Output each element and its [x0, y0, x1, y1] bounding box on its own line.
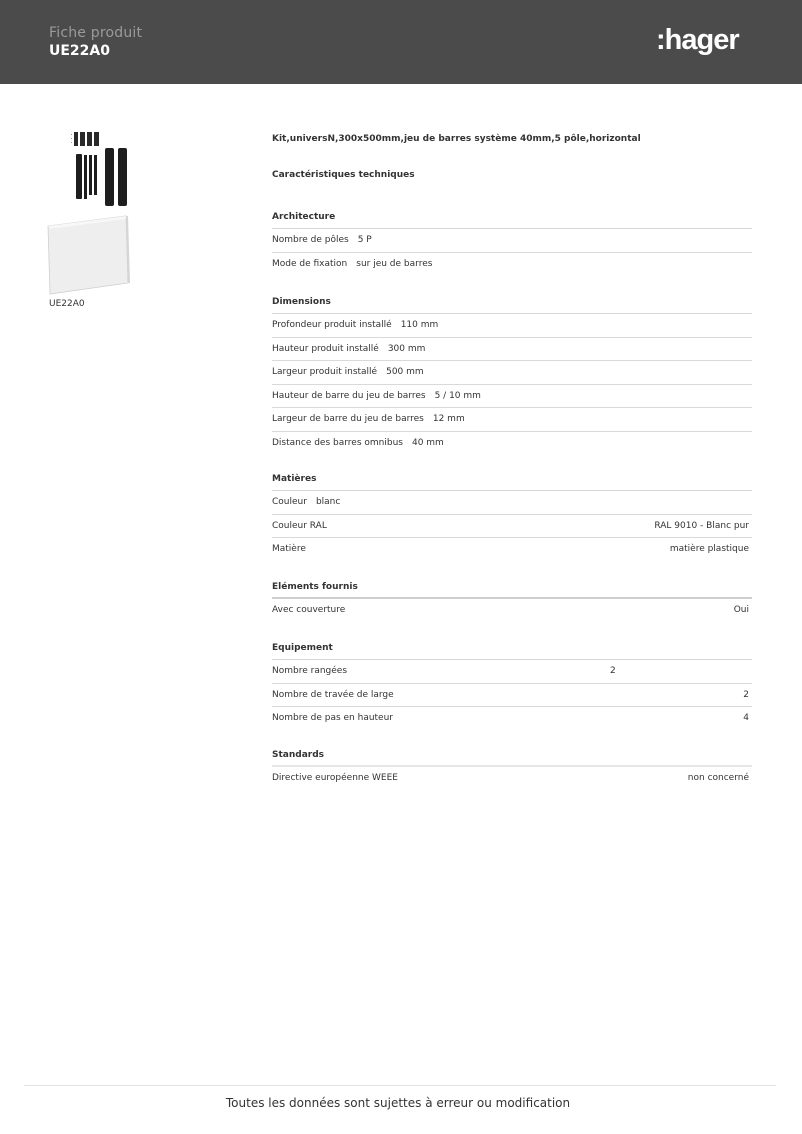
spec-row: [272, 385, 752, 409]
spec-label: Hauteur produit installé: [272, 343, 379, 354]
spec-label: Nombre rangées: [272, 666, 348, 676]
spec-row: [272, 515, 752, 539]
spec-value: blanc: [315, 497, 341, 507]
spec-row: [272, 491, 752, 515]
spec-label: Matière: [272, 544, 306, 554]
spec-row: [272, 253, 752, 277]
spec-row: [272, 707, 752, 731]
technical-characteristics-heading: Caractéristiques techniques: [272, 170, 415, 180]
spec-value: matière plastique: [669, 544, 749, 554]
spec-value: 110 mm: [400, 320, 439, 330]
product-code-title: UE22A0: [49, 43, 110, 59]
spec-label: Nombre de pôles: [272, 235, 349, 245]
hager-logo: :hager: [656, 24, 739, 56]
spec-label: Couleur RAL: [272, 520, 327, 531]
spec-row: [272, 660, 752, 684]
spec-label: Couleur: [272, 497, 307, 507]
spec-row: [272, 767, 752, 791]
image-caption: UE22A0: [49, 299, 85, 309]
spec-row: [272, 599, 752, 623]
section-title: Matières: [272, 467, 752, 491]
spec-label: Profondeur produit installé: [272, 320, 392, 330]
header-subtitle: Fiche produit: [49, 25, 143, 41]
section-title: Eléments fournis: [272, 575, 752, 599]
section-equipment: [272, 636, 752, 731]
spec-row: [272, 338, 752, 362]
spec-label: Directive européenne WEEE: [272, 773, 398, 783]
spec-label: Largeur produit installé: [272, 367, 378, 377]
spec-value: 5 P: [357, 235, 372, 245]
spec-value: RAL 9010 - Blanc pur: [654, 520, 749, 531]
spec-label: Avec couverture: [272, 605, 346, 615]
section-supplied-elements: [272, 575, 752, 623]
section-dimensions: [272, 290, 752, 455]
spec-row: [272, 314, 752, 338]
spec-value: sur jeu de barres: [356, 258, 433, 269]
spec-label: Nombre de pas en hauteur: [272, 713, 394, 723]
section-title: Equipement: [272, 636, 752, 660]
product-description: Kit,universN,300x500mm,jeu de barres système 40mm,5 pôle,horizontal: [272, 134, 641, 144]
spec-row: [272, 684, 752, 708]
spec-value: 300 mm: [387, 343, 426, 354]
section-standards: [272, 743, 752, 791]
spec-value: 2: [610, 666, 616, 676]
footer-divider: [24, 1085, 776, 1086]
spec-label: Distance des barres omnibus: [272, 437, 403, 448]
spec-row: [272, 432, 752, 456]
spec-value: 12 mm: [432, 414, 465, 424]
spec-value: 4: [743, 713, 749, 723]
section-architecture: [272, 205, 752, 276]
product-image: [46, 128, 130, 296]
spec-label: Mode de fixation: [272, 258, 348, 269]
spec-value: 40 mm: [411, 437, 444, 448]
section-title: Dimensions: [272, 290, 752, 314]
spec-row: [272, 408, 752, 432]
spec-value: Oui: [733, 605, 749, 615]
spec-row: [272, 229, 752, 253]
section-title: Standards: [272, 743, 752, 767]
footer-disclaimer: Toutes les données sont sujettes à erreur ou modification: [225, 1096, 571, 1110]
section-materials: [272, 467, 752, 562]
spec-value: 2: [743, 689, 749, 700]
spec-row: [272, 538, 752, 562]
page-header: [0, 0, 802, 84]
spec-value: 500 mm: [386, 367, 424, 377]
spec-label: Hauteur de barre du jeu de barres: [272, 390, 426, 401]
spec-label: Nombre de travée de large: [272, 689, 394, 700]
section-title: Architecture: [272, 205, 752, 229]
spec-label: Largeur de barre du jeu de barres: [272, 414, 424, 424]
spec-value: 5 / 10 mm: [434, 390, 481, 401]
spec-value: non concerné: [687, 773, 749, 783]
spec-row: [272, 361, 752, 385]
